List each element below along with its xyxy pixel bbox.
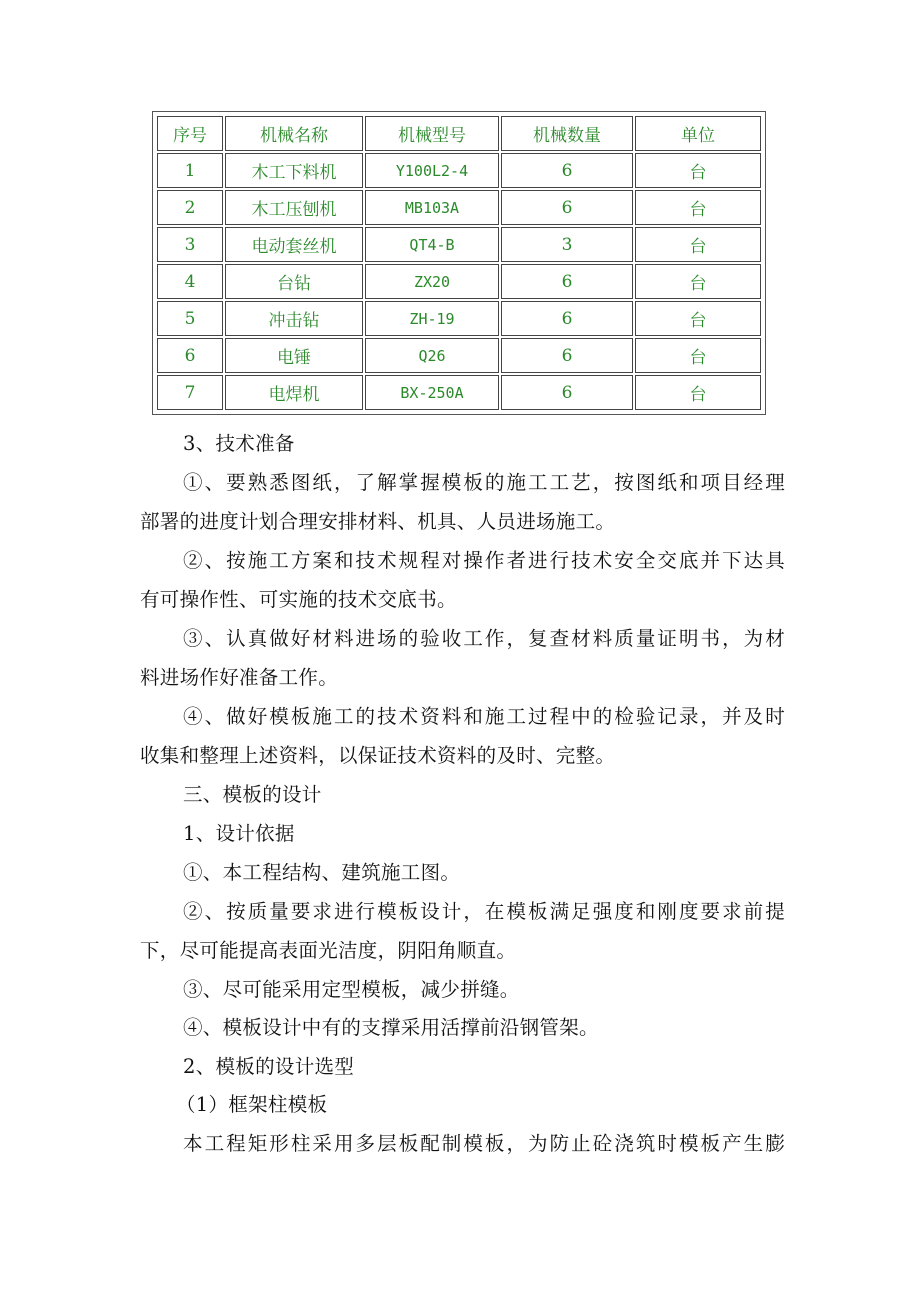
cell-no: 7 xyxy=(157,375,223,410)
header-name: 机械名称 xyxy=(225,116,363,151)
header-model: 机械型号 xyxy=(365,116,499,151)
cell-name: 台钻 xyxy=(225,264,363,299)
table-row xyxy=(157,264,761,299)
cell-name: 电动套丝机 xyxy=(225,227,363,262)
cell-model: Y100L2-4 xyxy=(365,153,499,188)
paragraph-1-line-1: ①、要熟悉图纸，了解掌握模板的施工工艺，按图纸和项目经理 xyxy=(183,471,785,494)
cell-model: Q26 xyxy=(365,338,499,373)
cell-model: MB103A xyxy=(365,190,499,225)
design-item-4: ④、模板设计中有的支撑采用活撑前沿钢管架。 xyxy=(183,1016,599,1039)
cell-qty: 6 xyxy=(501,301,633,336)
table-header-row xyxy=(157,116,761,151)
cell-no: 6 xyxy=(157,338,223,373)
cell-qty: 3 xyxy=(501,227,633,262)
cell-qty: 6 xyxy=(501,375,633,410)
cell-name: 木工下料机 xyxy=(225,153,363,188)
design-item-2-line-2: 下，尽可能提高表面光洁度，阴阳角顺直。 xyxy=(140,939,517,962)
design-item-2-line-1: ②、按质量要求进行模板设计，在模板满足强度和刚度要求前提 xyxy=(183,900,785,923)
table-row xyxy=(157,153,761,188)
cell-unit: 台 xyxy=(635,301,761,336)
table-row xyxy=(157,190,761,225)
cell-model: BX-250A xyxy=(365,375,499,410)
paragraph-1-line-2: 部署的进度计划合理安排材料、机具、人员进场施工。 xyxy=(140,510,616,533)
cell-unit: 台 xyxy=(635,338,761,373)
cell-name: 电锤 xyxy=(225,338,363,373)
cell-unit: 台 xyxy=(635,375,761,410)
last-line: 本工程矩形柱采用多层板配制模板，为防止砼浇筑时模板产生膨 xyxy=(183,1132,785,1155)
machinery-table-frame xyxy=(152,111,766,415)
table-row xyxy=(157,227,761,262)
cell-unit: 台 xyxy=(635,153,761,188)
paragraph-2-line-1: ②、按施工方案和技术规程对操作者进行技术安全交底并下达具 xyxy=(183,549,785,572)
paragraph-4-line-1: ④、做好模板施工的技术资料和施工过程中的检验记录，并及时 xyxy=(183,705,785,728)
header-no: 序号 xyxy=(157,116,223,151)
header-unit: 单位 xyxy=(635,116,761,151)
tech-prep-heading: 3、技术准备 xyxy=(183,432,295,455)
cell-qty: 6 xyxy=(501,338,633,373)
cell-no: 2 xyxy=(157,190,223,225)
paragraph-3-line-2: 料进场作好准备工作。 xyxy=(140,666,339,689)
cell-no: 5 xyxy=(157,301,223,336)
header-qty: 机械数量 xyxy=(501,116,633,151)
cell-no: 1 xyxy=(157,153,223,188)
paragraph-3-line-1: ③、认真做好材料进场的验收工作，复查材料质量证明书，为材 xyxy=(183,627,785,650)
cell-qty: 6 xyxy=(501,264,633,299)
paragraph-4-line-2: 收集和整理上述资料，以保证技术资料的及时、完整。 xyxy=(140,744,616,767)
design-item-1: ①、本工程结构、建筑施工图。 xyxy=(183,861,461,884)
design-item-3: ③、尽可能采用定型模板，减少拼缝。 xyxy=(183,978,520,1001)
cell-no: 4 xyxy=(157,264,223,299)
cell-qty: 6 xyxy=(501,153,633,188)
table-row xyxy=(157,375,761,410)
frame-column-heading: （1）框架柱模板 xyxy=(176,1093,328,1116)
cell-name: 木工压刨机 xyxy=(225,190,363,225)
cell-no: 3 xyxy=(157,227,223,262)
machinery-table xyxy=(155,114,763,412)
cell-name: 电焊机 xyxy=(225,375,363,410)
cell-unit: 台 xyxy=(635,227,761,262)
cell-qty: 6 xyxy=(501,190,633,225)
table-row xyxy=(157,338,761,373)
section-3-heading: 三、模板的设计 xyxy=(183,783,322,806)
table-row xyxy=(157,301,761,336)
cell-model: ZX20 xyxy=(365,264,499,299)
cell-unit: 台 xyxy=(635,264,761,299)
paragraph-2-line-2: 有可操作性、可实施的技术交底书。 xyxy=(140,588,457,611)
selection-heading: 2、模板的设计选型 xyxy=(183,1055,355,1078)
cell-model: ZH-19 xyxy=(365,301,499,336)
design-basis-heading: 1、设计依据 xyxy=(183,822,295,845)
cell-name: 冲击钻 xyxy=(225,301,363,336)
cell-model: QT4-B xyxy=(365,227,499,262)
cell-unit: 台 xyxy=(635,190,761,225)
